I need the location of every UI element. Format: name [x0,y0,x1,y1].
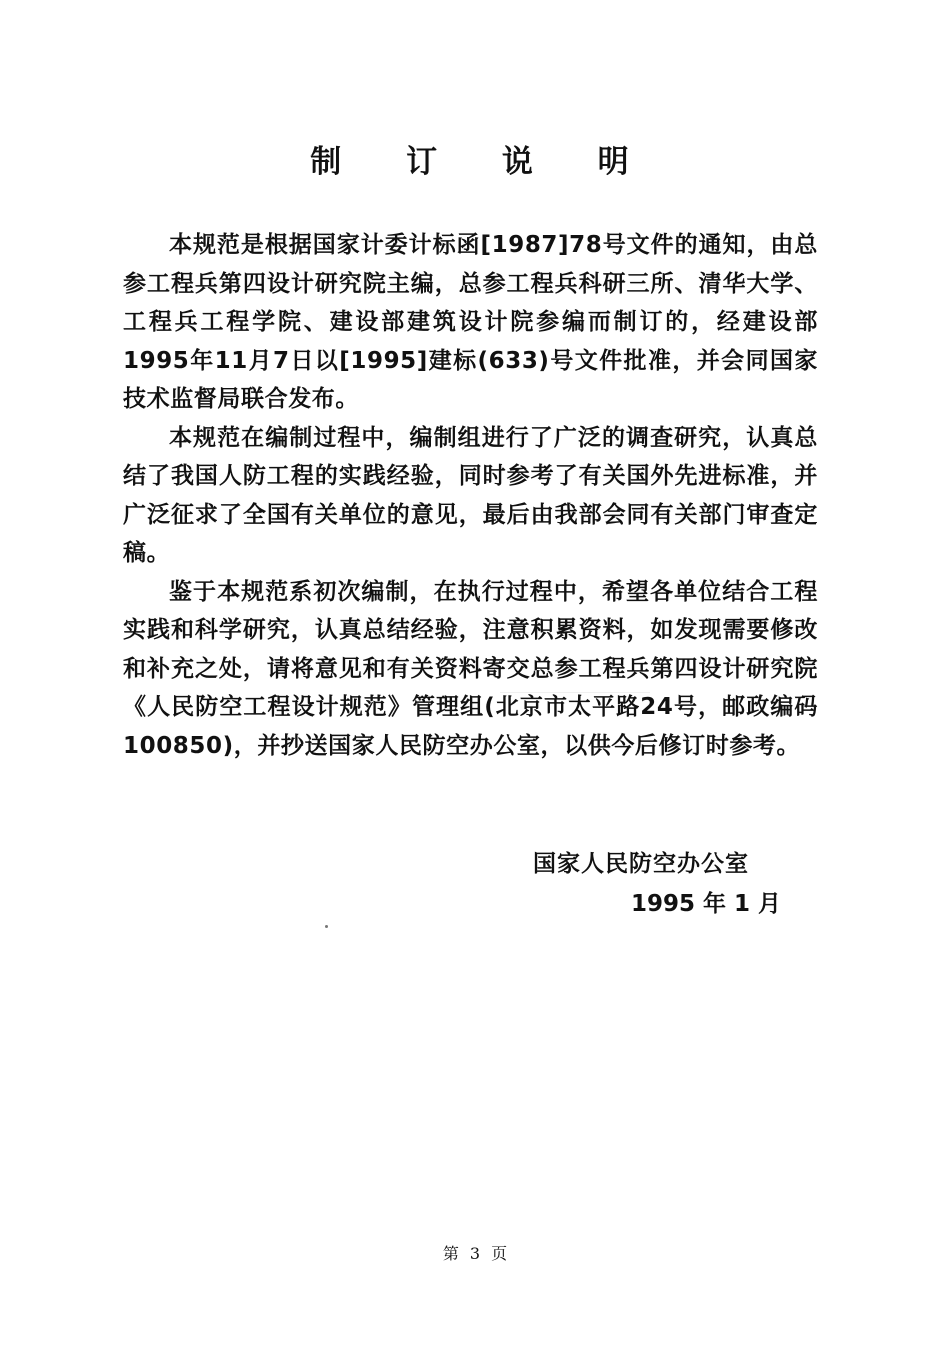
paragraph-1: 本规范是根据国家计委计标函[1987]78号文件的通知，由总参工程兵第四设计研究院主编，总参工程兵科研三所、清华大学、工程兵工程学院、建设部建筑设计院参编而制订的，经建设部1995年11月7日以[1995]建标(633)号文件批准，并会同国家技术监督局联合发布。 [123,232,818,412]
paragraph-3: 鉴于本规范系初次编制，在执行过程中，希望各单位结合工程实践和科学研究，认真总结经验，注意积累资料，如发现需要修改和补充之处，请将意见和有关资料寄交总参工程兵第四设计研究院《人民防空工程设计规范》管理组(北京市太平路24号，邮政编码100850)，并抄送国家人民防空办公室，以供今后修订时参考。 [123,578,818,759]
signature-organization: 国家人民防空办公室 [533,851,749,877]
signature-block [533,844,793,924]
paragraph-2: 本规范在编制过程中，编制组进行了广泛的调查研究，认真总结了我国人防工程的实践经验，同时参考了有关国外先进标准，并广泛征求了全国有关单位的意见，最后由我部会同有关部门审查定稿。 [123,424,818,566]
document-body [123,226,818,765]
faint-watermark [500,692,650,711]
page-number: 第 3 页 [442,1244,508,1263]
scan-speck [325,925,328,928]
signature-date: 1995 年 1 月 [631,891,782,917]
page-title: 制 订 说 明 [310,144,656,180]
